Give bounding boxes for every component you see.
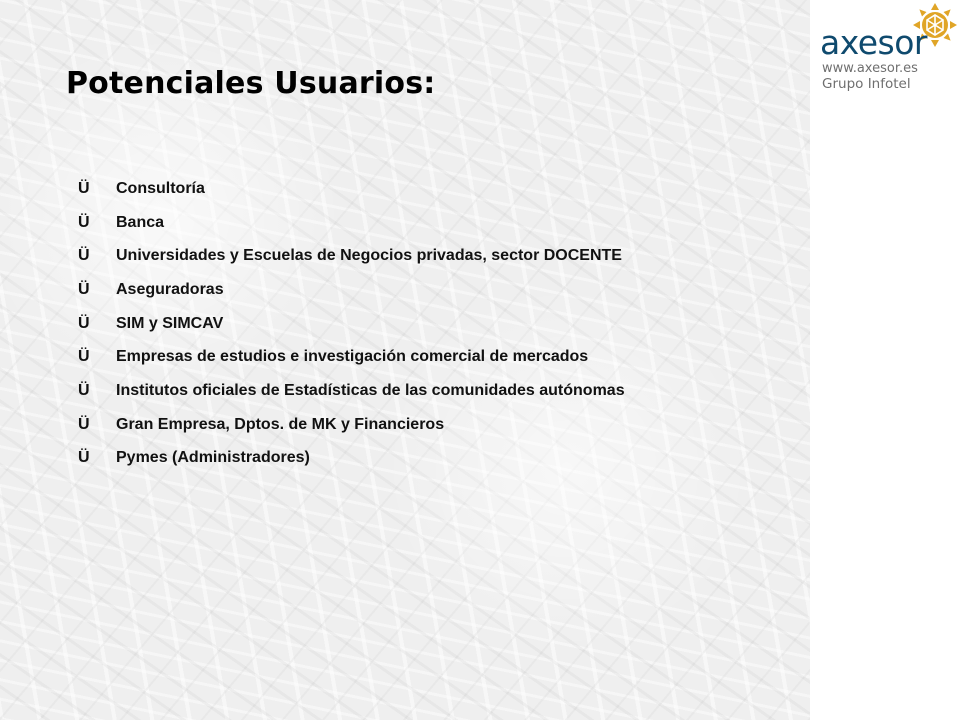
arrow-bullet-icon: Ü — [78, 213, 90, 231]
list-item — [78, 408, 625, 442]
list-item-text: Gran Empresa, Dptos. de MK y Financieros — [116, 415, 445, 433]
list-item — [78, 374, 625, 408]
list-item — [78, 172, 625, 206]
list-item-text: Aseguradoras — [116, 280, 224, 298]
list-item — [78, 206, 625, 240]
arrow-bullet-icon: Ü — [78, 381, 90, 399]
list-item-text: Universidades y Escuelas de Negocios privadas, sector DOCENTE — [116, 247, 622, 265]
axesor-logo — [820, 0, 960, 110]
list-item — [78, 307, 625, 341]
arrow-bullet-icon: Ü — [78, 348, 90, 366]
logo-group: Grupo Infotel — [822, 76, 911, 92]
list-item-text: Consultoría — [116, 179, 205, 197]
arrow-bullet-icon: Ü — [78, 415, 90, 433]
slide-title: Potenciales Usuarios: — [66, 66, 436, 101]
list-item-text: Empresas de estudios e investigación comercial de mercados — [116, 348, 589, 366]
list-item-text: SIM y SIMCAV — [116, 314, 224, 332]
bullet-list — [78, 172, 625, 475]
list-item — [78, 239, 625, 273]
arrow-bullet-icon: Ü — [78, 247, 90, 265]
list-item-text: Pymes (Administradores) — [116, 449, 310, 467]
list-item-text: Institutos oficiales de Estadísticas de las comunidades autónomas — [116, 381, 625, 399]
list-item-text: Banca — [116, 213, 165, 231]
arrow-bullet-icon: Ü — [78, 179, 90, 197]
arrow-bullet-icon: Ü — [78, 449, 90, 467]
list-item — [78, 442, 625, 476]
logo-url: www.axesor.es — [822, 61, 918, 76]
list-item — [78, 340, 625, 374]
list-item — [78, 273, 625, 307]
arrow-bullet-icon: Ü — [78, 280, 90, 298]
arrow-bullet-icon: Ü — [78, 314, 90, 332]
logo-name: axesor — [820, 23, 927, 62]
